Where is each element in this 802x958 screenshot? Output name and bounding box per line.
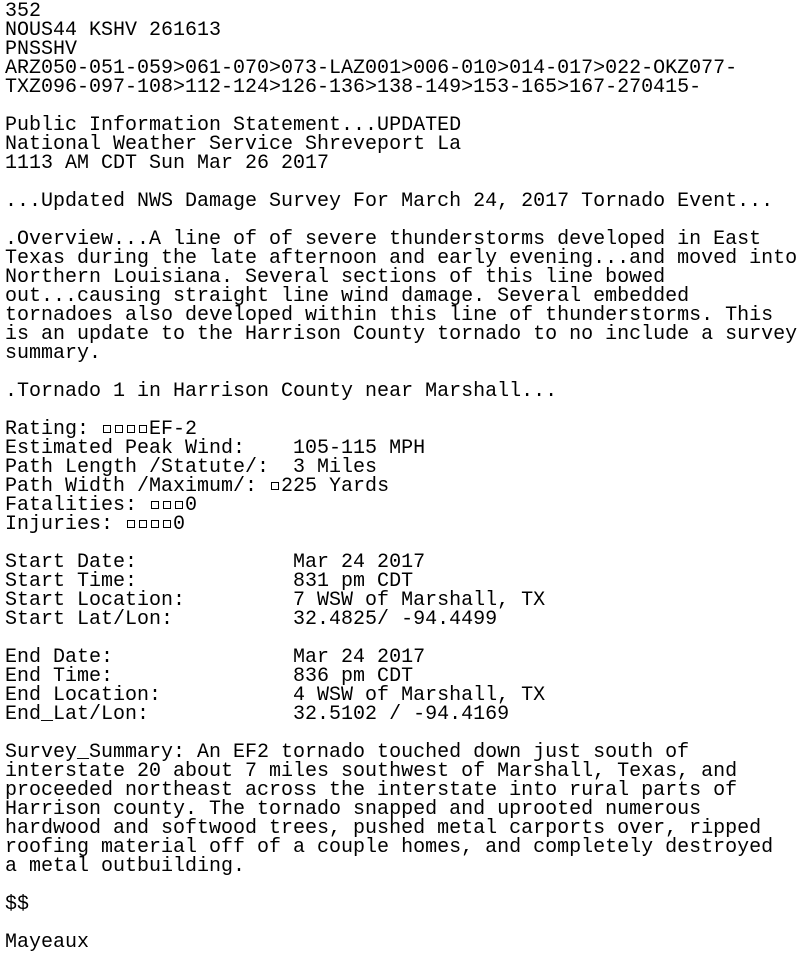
end-latlon-value: 32.5102 / -94.4169 (293, 703, 510, 726)
blank-line (5, 401, 802, 420)
unknown-glyph-box-icon (139, 520, 147, 528)
overview-line: summary. (5, 342, 102, 365)
author-signature: Mayeaux (5, 931, 90, 954)
path-width-label: Path Width /Maximum/: (5, 475, 270, 498)
start-date-label: Start Date: (5, 551, 294, 574)
overview-line: tornadoes also developed within this line of thunderstorms. This (5, 304, 774, 327)
end-time-label: End Time: (5, 665, 294, 688)
blank-line (5, 876, 802, 895)
issuing-office: National Weather Service Shreveport La (5, 133, 462, 156)
end-location-label: End Location: (5, 684, 294, 707)
injuries-row (5, 515, 802, 534)
start-time-label: Start Time: (5, 570, 294, 593)
start-time-value: 831 pm CDT (293, 570, 414, 593)
tornado-heading: .Tornado 1 in Harrison County near Marshall... (5, 380, 558, 403)
headline: ...Updated NWS Damage Survey For March 24, 2017 Tornado Event... (5, 190, 774, 213)
unknown-glyph-box-icon (127, 425, 135, 433)
start-latlon-label: Start Lat/Lon: (5, 608, 294, 631)
fatalities-label: Fatalities: (5, 494, 150, 517)
overview-line: out...causing straight line wind damage. Several embedded (5, 285, 690, 308)
end-time-value: 836 pm CDT (293, 665, 414, 688)
unknown-glyph-box-icon (139, 425, 147, 433)
product-terminator: $$ (5, 893, 30, 916)
survey-summary-line: roofing material off of a couple homes, and completely destroyed (5, 836, 774, 859)
start-latlon-row (5, 610, 802, 629)
unknown-glyph-box-icon (151, 501, 159, 509)
zones-line-2: TXZ096-097-108>112-124>126-136>138-149>153-165>167-270415- (5, 76, 702, 99)
overview-line: .Overview...A line of of severe thunderstorms developed in East (5, 228, 762, 251)
end-date-label: End Date: (5, 646, 294, 669)
start-location-label: Start Location: (5, 589, 294, 612)
path-width-value: 225 Yards (281, 475, 390, 498)
end-latlon-label: End_Lat/Lon: (5, 703, 294, 726)
unknown-glyph-box-icon (271, 482, 279, 490)
start-latlon-value: 32.4825/ -94.4499 (293, 608, 498, 631)
injuries-label: Injuries: (5, 513, 126, 536)
wmo-header-line: NOUS44 KSHV 261613 (5, 19, 222, 42)
fatalities-value: 0 (185, 494, 198, 517)
rating-value: EF-2 (149, 418, 198, 441)
product-id-line: 352 (5, 0, 42, 23)
unknown-glyph-box-icon (127, 520, 135, 528)
path-length-label: Path Length /Statute/: (5, 456, 294, 479)
overview-line: is an update to the Harrison County tornado to no include a survey (5, 323, 798, 346)
rating-label: Rating: (5, 418, 102, 441)
start-location-value: 7 WSW of Marshall, TX (293, 589, 546, 612)
start-date-value: Mar 24 2017 (293, 551, 426, 574)
survey-summary-line: a metal outbuilding. (5, 855, 246, 878)
peak-wind-value: 105-115 MPH (293, 437, 426, 460)
survey-summary-line: Survey_Summary: An EF2 tornado touched down just south of (5, 741, 690, 764)
survey-summary-line: Harrison county. The tornado snapped and uprooted numerous (5, 798, 702, 821)
overview-line: Texas during the late afternoon and early evening...and moved into (5, 247, 798, 270)
end-location-value: 4 WSW of Marshall, TX (293, 684, 546, 707)
issue-time: 1113 AM CDT Sun Mar 26 2017 (5, 152, 330, 175)
path-length-value: 3 Miles (293, 456, 378, 479)
unknown-glyph-box-icon (163, 501, 171, 509)
overview-line: Northern Louisiana. Several sections of this line bowed (5, 266, 666, 289)
unknown-glyph-box-icon (103, 425, 111, 433)
unknown-glyph-box-icon (151, 520, 159, 528)
end-latlon-row (5, 705, 802, 724)
peak-wind-label: Estimated Peak Wind: (5, 437, 294, 460)
survey-summary-line: interstate 20 about 7 miles southwest of Marshall, Texas, and (5, 760, 738, 783)
blank-line (5, 914, 802, 933)
survey-summary-line: hardwood and softwood trees, pushed metal carports over, ripped (5, 817, 762, 840)
statement-title: Public Information Statement...UPDATED (5, 114, 462, 137)
injuries-value: 0 (173, 513, 186, 536)
survey-summary-line: proceeded northeast across the interstate into rural parts of (5, 779, 738, 802)
unknown-glyph-box-icon (175, 501, 183, 509)
unknown-glyph-box-icon (115, 425, 123, 433)
awips-id-line: PNSSHV (5, 38, 78, 61)
zones-line-1: ARZ050-051-059>061-070>073-LAZ001>006-010>014-017>022-OKZ077- (5, 57, 738, 80)
unknown-glyph-box-icon (163, 520, 171, 528)
end-date-value: Mar 24 2017 (293, 646, 426, 669)
